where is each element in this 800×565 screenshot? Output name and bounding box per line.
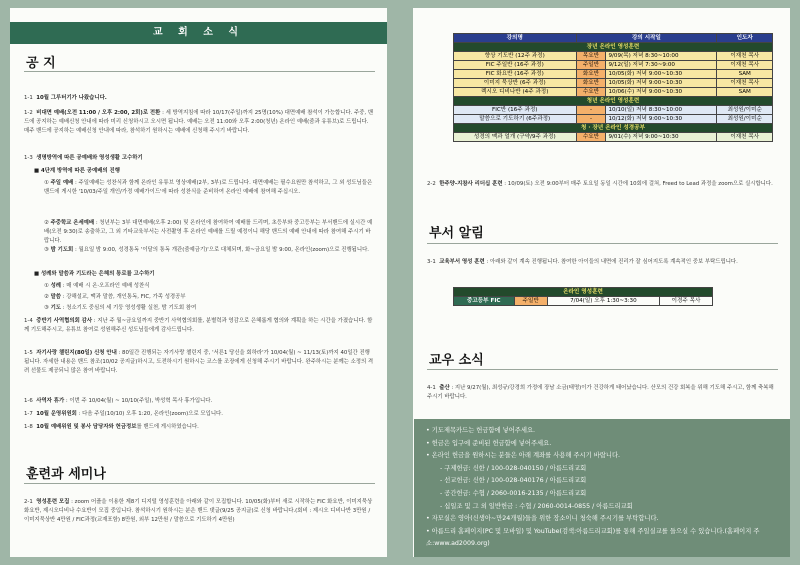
divider bbox=[427, 369, 778, 370]
notice-item: 1-3 생명방역에 따른 공예배와 영성생활 고수하기 bbox=[24, 155, 143, 161]
table-row: FIC반 (16주 과정) - 10/10(일) 저녁 8:30~10:00 최성원/이미순 bbox=[454, 106, 773, 115]
table-row: 성경의 맥과 얼개 (구약/9주 과정) 수요반 9/01(수) 저녁 9:00~10:30 이재천 목사 bbox=[454, 133, 773, 142]
table-section: 청 · 장년 온라인 성경공부 bbox=[454, 124, 773, 133]
worship-item: ③ 밤 기도회 : 월요일 밤 9:00, 성경통독 '이달의 통독 개관(줌예금기)'으로 대체되며, 화~금요일 밤 9:00, 온라인(zoom)으로 진행됩니다. bbox=[44, 247, 370, 253]
table-row: 향상 기도반 (12주 과정) 목요반 9/09(목) 저녁 8:30~10:00 이재천 목사 bbox=[454, 52, 773, 61]
footer-line: • 자모실은 영아(신생아~만24개월)들을 위한 장소이니 청숙해 주시기를 부탁합니다. bbox=[426, 515, 659, 523]
footer-line: • 헌금은 입구에 준비된 헌금함에 넣어주세요. bbox=[426, 439, 552, 447]
table-section: 온라인 영성훈련 bbox=[454, 288, 713, 297]
notice-item: 1-4 중반기 사역협의회 감사 : 지난 주 월~금요일까지 중반기 사역협의회를, 분별력과 영감으로 은혜롭게 협의와 계획을 하는 시간을 가졌습니다. 함께 기도해주시고, 유튜브 참여로 성원해주신 성도님들에게 감사드립니다. bbox=[24, 318, 373, 334]
dept-item: 3-1 교육부서 영성 훈련 : 아래와 같이 계속 진행됩니다. 참여한 아이들의 내면에 진리가 잘 심어지도록 계속적인 중보 부탁드립니다. bbox=[427, 259, 738, 265]
members-title: 교우 소식 bbox=[429, 353, 484, 368]
grace-item: ③ 기도 : 청소기도 중심의 세 기둥 영성생활 실천, 밤 기도회 참여 bbox=[44, 305, 197, 311]
worship-item: ① 주일 예배 : 주일예배는 성찬식과 함께 온라인 유튜브 영상예배(2부, 3부)로 드립니다. 대면예배는 필수요원만 참석하고, 그 외 성도님들은 밴드에 게시한 '10/03/주일 개인/가정 예배가이드'에 따라 성찬식을 준비하여 온라인 예배에 참여해 주십시오. bbox=[44, 180, 373, 196]
footer-line: - 공간헌금: 수협 / 2060-0016-2135 / 아름드리교회 bbox=[440, 489, 587, 497]
training-item: 2-2 한주양-지참사 리더십 훈련 : 10/09(토) 오전 9:00부터 매주 토요일 동일 시간에 10회에 걸쳐, Freed to Lead 과정을 zoom으로 실시합니다. bbox=[427, 181, 773, 187]
table-row: 이미지 묵상반 (6주 과정) 화요반 10/05(화) 저녁 9:00~10:30 이재천 목사 bbox=[454, 79, 773, 88]
footer-line: • 온라인 헌금을 원하시는 분들은 아래 계좌를 사용해 주시기 바랍니다. bbox=[426, 452, 621, 460]
table-row: FIC 주일반 (16주 과정) 주일반 9/12(일) 저녁 7:30~9:00 이재천 목사 bbox=[454, 61, 773, 70]
notice-item: 1-7 10월 운영위원회 : 다음 주일(10/10) 오후 1:20, 온라인(zoom)으로 모입니다. bbox=[24, 411, 223, 417]
grace-item: ① 성례 : 매 예배 시 온·오프라인 예배 성찬식 bbox=[44, 283, 150, 289]
footer-line: - 구제헌금: 신한 / 100-028-040150 / 아름드리교회 bbox=[440, 464, 587, 472]
footer-line: - 선교헌금: 신한 / 100-028-040176 / 아름드리교회 bbox=[440, 477, 587, 485]
notice-item: 1-2 비대면 예배(오전 11:00 / 오후 2:00, 2회)로 전환 : 세 방역지침에 따라 10/17(주일)까지 25명(10%) 대면예배 참석이 가능합니다. 주중, 밴드에 공지하는 예배신청 안내에 따라 미리 신청하시고 오시면 됩니다. 예배는 오전 11:00와 오후 2:00(청년) 온라인 예배(줌과 유튜브)로 드립니다. 매주 밴드에 공지하는 예배신청 안내에 따라, 참석하기 원하시는 예배에 신청해 주시기 바랍니다. bbox=[24, 110, 374, 135]
notice-item: 1-8 10월 예배위원 및 봉사 담당자와 헌금정보를 밴드에 게시하였습니다. bbox=[24, 424, 199, 430]
dept-title: 부서 알림 bbox=[429, 226, 484, 241]
table-section: 장년 온라인 영성훈련 bbox=[454, 43, 773, 52]
footer-line: • 기도제목카드는 헌금함에 넣어주세요. bbox=[426, 427, 536, 434]
notice-item: 1-5 자기사랑 챌린지(80일) 신청 안내 : 80일간 진행되는 자기사랑 챌린지 중, '서른1 당신을 회하라'가 10/04(월) ~ 11/13(토)까지 40일간 진행됩니다. 자세한 내용은 밴드 참조(10/02 공지글)하시고, 도전하시기 원하시는 코스를 조장에게 신청해 주시기 바랍니다. 완주하시는 분께는 소정의 격려 선물도 제공되니 많은 참여 바랍니다. bbox=[24, 350, 374, 375]
notice-title: 공 지 bbox=[26, 56, 56, 71]
divider bbox=[24, 483, 375, 484]
church-news-banner: 교 회 소 식 bbox=[10, 22, 387, 44]
member-item: 4-1 출산 : 지난 9/27(월), 최성규/강경희 가정에 장남 소금(태명)이가 건강하게 태어났습니다. 산모의 건강 회복을 위해 기도해 주시고, 함께 축복해 주시기 바랍니다. bbox=[427, 385, 774, 401]
notice-item: 1-1 10월 그루터기가 나왔습니다. bbox=[24, 95, 107, 101]
footer-line: • 아름드리 홈페이지(PC 및 모바일) 및 YouTube(검색:아름드리교회)를 통해 주일실교를 들으실 수 있습니다.(홈페이지 주소:www.ad2009.org) bbox=[426, 527, 760, 548]
col-header: 강의명 bbox=[454, 34, 577, 43]
table-section: 청년 온라인 영성훈련 bbox=[454, 97, 773, 106]
col-header: 강의 시작일 bbox=[576, 34, 717, 43]
table-row: 렉시오 디비나반 (4주 과정) 수요반 10/06(수) 저녁 9:00~10:30 SAM bbox=[454, 88, 773, 97]
table-row: 중고등부 FIC 주일반 7/04(일) 오후 1:30~3:30 이경주 목사 bbox=[454, 297, 713, 306]
worship-item: ② 주중학교 온세예배 : 청년부는 3부 대면예배(오후 2:00) 및 온라인에 참여하여 예배를 드리며, 초등부와 중고등부는 부서밴드에 실시간 예배(오전 9:30)로 송출하고, 그 외 기타교육부서는 사전촬영 후 온라인 예배를 드릴 예정이니 해당 밴드의 예배 안내에 따라 참여해 주시기 바랍니다. bbox=[44, 220, 373, 245]
sub-heading: ■ 4단계 방역에 따른 공예배의 진행 bbox=[34, 168, 120, 174]
divider bbox=[24, 71, 375, 72]
col-header: 인도자 bbox=[717, 34, 773, 43]
divider bbox=[427, 243, 778, 244]
training-table bbox=[453, 33, 773, 142]
table-header bbox=[454, 34, 773, 43]
grace-item: ② 말씀 : 강해설교, 맥과 말씀, 개인통독, FIC, 가족 성경공부 bbox=[44, 294, 186, 300]
training-item: 2-1 영성훈련 모집 : zoom 어플을 이용한 제8기 디지털 영성훈련을 아래와 같이 모집합니다. 10/05(화)부터 새로 시작하는 FIC 화요반, 이미지묵상 화요반, 제시오디비나 수요반이 모집 중입니다. 참석하시기 원하시는 분은 밴드 댓글(9/25 공지글)로 신청 바랍니다.(회비 : 제시오 디비나반 3만원 / 이미지묵상반 4만원 / FIC과정(교재포함) 8만원, 외부 12만원 / 말씀으로 기도하기 4만원) bbox=[24, 499, 373, 524]
dept-training-table bbox=[453, 287, 713, 306]
notice-item: 1-6 사역자 휴가 : 이번 주 10/04(월) ~ 10/10(주일), 박성혁 목사 휴가입니다. bbox=[24, 398, 213, 404]
left-page bbox=[10, 8, 387, 557]
footer-line: - 십일조 및 그 외 일반헌금 : 수협 / 2060-0014-0855 / 아름드리교회 bbox=[440, 502, 633, 510]
sub-heading: ■ 성례와 말씀과 기도라는 은혜의 통로를 고수하기 bbox=[34, 271, 155, 277]
announcement-footer bbox=[414, 419, 790, 557]
table-row: 말씀으로 기도하기 (6주과정) - 10/12(화) 저녁 9:00~10:30 최성원/이미순 bbox=[454, 115, 773, 124]
training-title: 훈련과 세미나 bbox=[26, 467, 106, 482]
table-row: FIC 화요반 (16주 과정) 화요반 10/05(화) 저녁 9:00~10:30 SAM bbox=[454, 70, 773, 79]
